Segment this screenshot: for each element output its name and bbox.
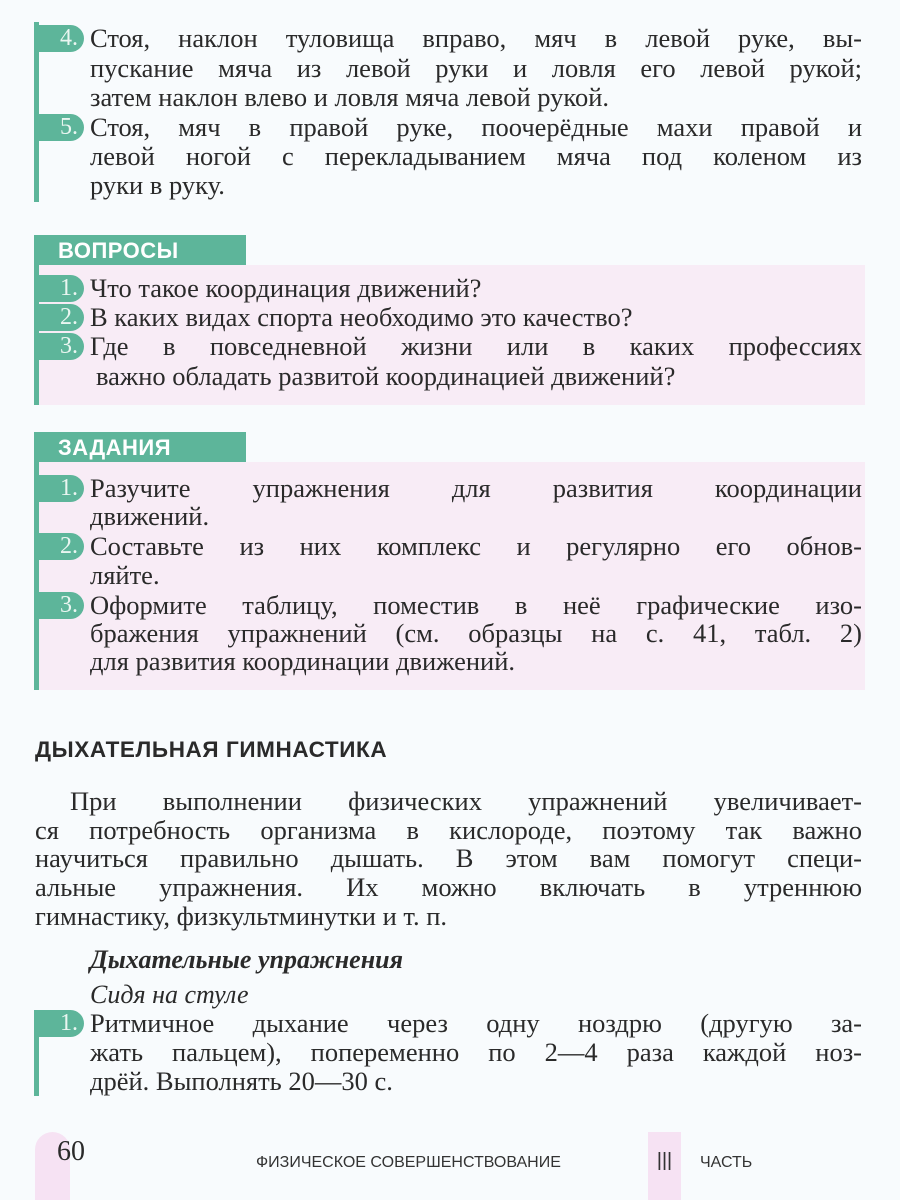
task-text: бражения упражнений (см. образцы на с. 41, табл. 2)	[90, 618, 862, 648]
tasks-bar	[34, 432, 39, 690]
task-text: движений.	[90, 501, 210, 531]
paragraph-line: научиться правильно дышать. В этом вам помогут специ-	[35, 843, 862, 873]
task-text: для развития координации движений.	[90, 646, 516, 676]
task-text: Составьте из них комплекс и регулярно его обнов-	[90, 531, 862, 561]
footer-title: ФИЗИЧЕСКОЕ СОВЕРШЕНСТВОВАНИЕ	[256, 1154, 561, 1171]
question-text: Что такое координация движений?	[90, 273, 482, 303]
questions-label: ВОПРОСЫ	[34, 235, 246, 265]
exercise-text: дрёй. Выполнять 20—30 с.	[90, 1066, 393, 1096]
part-numeral: III	[656, 1146, 673, 1176]
task-number: 2.	[34, 533, 84, 560]
question-number: 1.	[34, 275, 84, 302]
paragraph-line: ся потребность организма в кислороде, поэтому так важно	[35, 815, 862, 845]
text-line: Стоя, наклон туловища вправо, мяч в левой руке, вы-	[90, 23, 862, 53]
task-text: ляйте.	[90, 560, 160, 590]
question-text: важно обладать развитой координацией движений?	[96, 361, 676, 391]
task-text: Оформите таблицу, поместив в неё графические изо-	[90, 590, 862, 620]
question-number: 2.	[34, 304, 84, 331]
question-text: В каких видах спорта необходимо это качество?	[90, 302, 633, 332]
question-text: Где в повседневной жизни или в каких профессиях	[90, 331, 862, 361]
text-line: затем наклон влево и ловля мяча левой рукой.	[90, 82, 610, 112]
exercise-number: 5.	[34, 114, 84, 141]
task-text: Разучите упражнения для развития координации	[90, 473, 862, 503]
position-label: Сидя на стуле	[90, 980, 249, 1009]
exercise-text: жать пальцем), попеременно по 2—4 раза каждой ноз-	[90, 1037, 862, 1067]
page-number: 60	[57, 1136, 85, 1167]
subheading: Дыхательные упражнения	[90, 945, 403, 974]
question-number: 3.	[34, 333, 84, 360]
part-label: ЧАСТЬ	[700, 1154, 753, 1171]
paragraph-line: альные упражнения. Их можно включать в утреннюю	[35, 872, 862, 902]
task-number: 3.	[34, 592, 84, 619]
paragraph-line: гимнастику, физкультминутки и т. п.	[35, 901, 448, 931]
section-heading: ДЫХАТЕЛЬНАЯ ГИМНАСТИКА	[35, 737, 388, 762]
paragraph-line: При выполнении физических упражнений увеличивает-	[70, 786, 862, 816]
task-number: 1.	[34, 475, 84, 502]
text-line: пускание мяча из левой руки и ловля его левой рукой;	[90, 53, 862, 83]
text-line: Стоя, мяч в правой руке, поочерёдные махи правой и	[90, 112, 862, 142]
text-line: левой ногой с перекладыванием мяча под коленом из	[90, 141, 862, 171]
text-line: руки в руку.	[90, 170, 225, 200]
exercise-text: Ритмичное дыхание через одну ноздрю (другую за-	[90, 1008, 862, 1038]
exercise-number: 4.	[34, 25, 84, 52]
exercise-number: 1.	[34, 1010, 84, 1037]
tasks-label: ЗАДАНИЯ	[34, 432, 246, 462]
